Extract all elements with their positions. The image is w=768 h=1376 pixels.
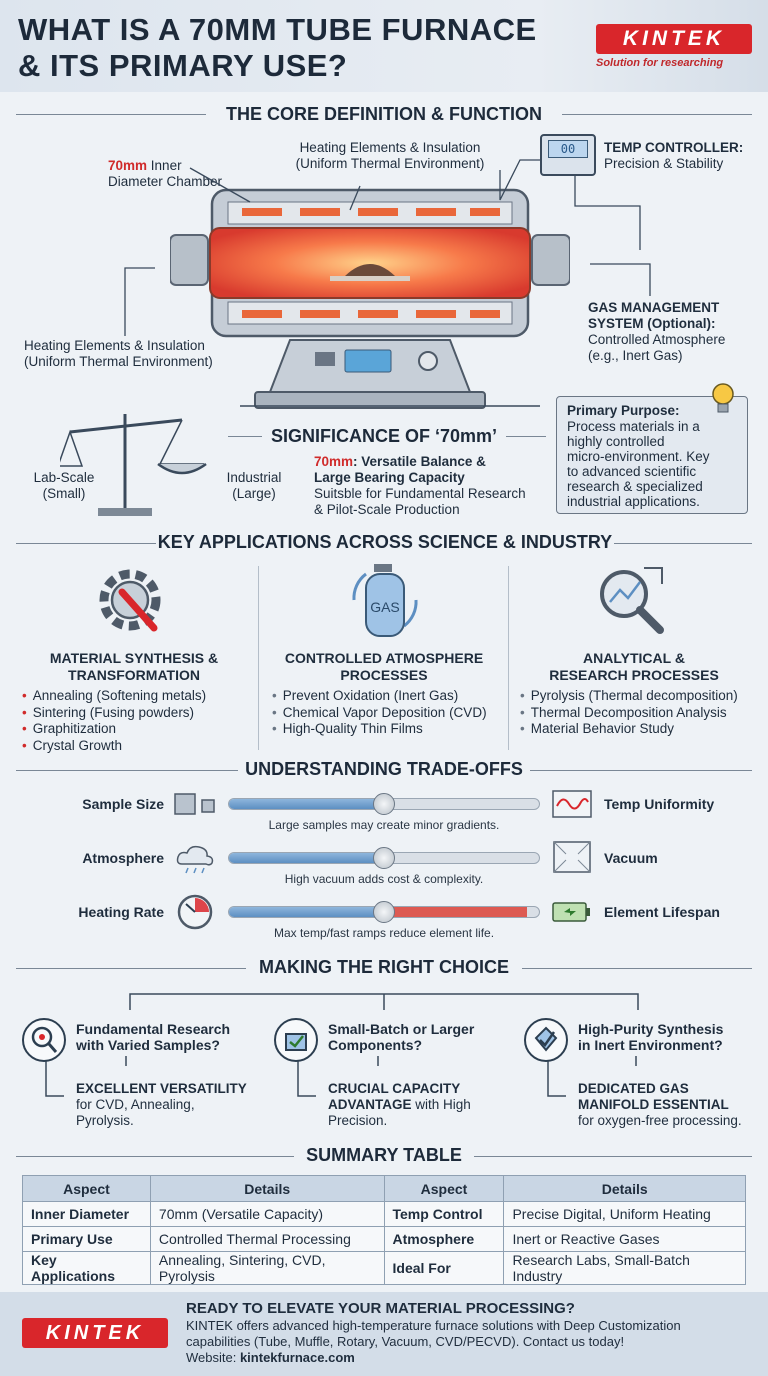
tradeoff-slider-fill [229, 907, 384, 917]
lightbulb-icon [706, 378, 740, 418]
vacuum-chamber-icon [552, 840, 592, 874]
tradeoff-right-label: Element Lifespan [604, 904, 720, 920]
tradeoff-slider-knob[interactable] [373, 901, 395, 923]
divider [16, 770, 238, 771]
divider [522, 968, 752, 969]
battery-icon [552, 900, 592, 924]
table-row: Primary Use Controlled Thermal Processing Atmosphere Inert or Reactive Gases [23, 1227, 746, 1252]
kintek-logo[interactable]: KINTEK [596, 24, 752, 54]
website-link[interactable]: kintekfurnace.com [239, 1350, 355, 1365]
choice-answer-2: CRUCIAL CAPACITY ADVANTAGE with High Precision. [328, 1081, 471, 1128]
list-item: • Annealing (Softening metals) [22, 688, 258, 705]
magnifier-chart-icon [594, 562, 674, 642]
list-item: • Pyrolysis (Thermal decomposition) [520, 688, 760, 705]
app-col2-title: CONTROLLED ATMOSPHERE PROCESSES [284, 650, 484, 683]
choice-answer-3: DEDICATED GAS MANIFOLD ESSENTIAL for oxygen-free processing. [578, 1081, 742, 1128]
section-heading-choice: MAKING THE RIGHT CHOICE [259, 957, 509, 977]
gauge-icon [176, 893, 214, 931]
column-divider [258, 566, 259, 750]
purity-check-icon [524, 1018, 568, 1062]
app-col3-title: ANALYTICAL & RESEARCH PROCESSES [549, 650, 719, 683]
divider [614, 543, 752, 544]
gas-cylinder-icon [344, 560, 426, 642]
connector-lines [0, 150, 768, 410]
chamber-label: 70mm Inner Diameter Chamber [108, 158, 223, 189]
table-header-row: Aspect Details Aspect Details [23, 1176, 746, 1202]
table-row: Key Applications Annealing, Sintering, CVD, Pyrolysis Ideal For Research Labs, Small-Batch Industry [23, 1252, 746, 1285]
list-item: • Material Behavior Study [520, 721, 760, 738]
tradeoff-slider-knob[interactable] [373, 793, 395, 815]
significance-text: 70mm: Versatile Balance & Large Bearing Capacity Suitsble for Fundamental Research & Pilot-Scale Production [314, 454, 526, 517]
lab-scale-label: Lab-Scale (Small) [33, 470, 95, 501]
list-item: • Thermal Decomposition Analysis [520, 705, 760, 722]
temp-wave-icon [552, 790, 592, 818]
choice-question-2: Small-Batch or Larger Components? [328, 1021, 475, 1053]
tradeoff-slider-fill [229, 799, 384, 809]
footer-text: READY TO ELEVATE YOUR MATERIAL PROCESSING? KINTEK offers advanced high-temperature furnace solutions with Deep Customization capabilities (Tube, Muffle, Rotary, Vacuum, CVD/PECVD). Contact us today! Website: kintekfurnace.com [186, 1300, 681, 1365]
primary-purpose-callout: Primary Purpose: Process materials in a highly controlled micro-environment. Key to advanced scientific research & specialized industrial applications. [556, 396, 748, 514]
batch-box-icon [274, 1018, 318, 1062]
divider [16, 1156, 294, 1157]
sample-size-icon [174, 792, 218, 816]
industrial-label: Industrial (Large) [226, 470, 282, 501]
app-col1-title: MATERIAL SYNTHESIS & TRANSFORMATION [49, 650, 219, 683]
section-heading-core: THE CORE DEFINITION & FUNCTION [226, 104, 542, 124]
choice-question-1: Fundamental Research with Varied Samples? [76, 1021, 231, 1053]
divider [474, 1156, 752, 1157]
section-heading-applications: KEY APPLICATIONS ACROSS SCIENCE & INDUSTRY [157, 532, 613, 552]
divider [16, 968, 246, 969]
app-col2-list [272, 688, 508, 738]
tradeoff-right-label: Temp Uniformity [604, 796, 715, 812]
app-col1-list [22, 688, 258, 754]
column-divider [508, 566, 509, 750]
summary-table [22, 1175, 746, 1285]
tradeoff-left-label: Sample Size [82, 796, 164, 812]
tradeoff-left-label: Atmosphere [82, 850, 164, 866]
tagline: Solution for researching [596, 57, 724, 69]
temp-controller-label: TEMP CONTROLLER: Precision & Stability [604, 140, 744, 171]
list-item: • Chemical Vapor Deposition (CVD) [272, 705, 508, 722]
list-item: • Sintering (Fusing powders) [22, 705, 258, 722]
page-title: WHAT IS A 70MM TUBE FURNACE & ITS PRIMARY USE? [18, 12, 537, 83]
heating-label-top: Heating Elements & Insulation (Uniform Thermal Environment) [295, 140, 485, 171]
section-heading-tradeoffs: UNDERSTANDING TRADE-OFFS [245, 759, 523, 779]
tradeoff-caption: Large samples may create minor gradients. [268, 818, 500, 832]
tradeoff-caption: High vacuum adds cost & complexity. [284, 872, 484, 886]
divider [228, 436, 262, 437]
research-magnifier-icon [22, 1018, 66, 1062]
section-heading-summary: SUMMARY TABLE [306, 1145, 462, 1165]
cloud-icon [174, 842, 218, 874]
list-item: • Prevent Oxidation (Inert Gas) [272, 688, 508, 705]
list-item: • Graphitization [22, 721, 258, 738]
tradeoff-right-label: Vacuum [604, 850, 658, 866]
temp-controller-icon: 00 [540, 134, 596, 176]
gas-system-label: GAS MANAGEMENT SYSTEM (Optional): Controlled Atmosphere (e.g., Inert Gas) [588, 300, 726, 363]
table-row: Inner Diameter 70mm (Versatile Capacity) Temp Control Precise Digital, Uniform Heating [23, 1202, 746, 1227]
tradeoff-left-label: Heating Rate [78, 904, 164, 920]
tradeoff-caption: Max temp/fast ramps reduce element life. [273, 926, 495, 940]
tradeoff-slider-knob[interactable] [373, 847, 395, 869]
choice-answer-1: EXCELLENT VERSATILITY for CVD, Annealing, Pyrolysis. [76, 1081, 247, 1128]
svg-text:GAS: GAS [370, 599, 400, 615]
heating-label-left: Heating Elements & Insulation (Uniform Thermal Environment) [24, 338, 213, 369]
section-heading-significance: SIGNIFICANCE OF ‘70mm’ [270, 426, 498, 446]
divider [562, 114, 752, 115]
gear-wrench-icon [96, 566, 172, 642]
divider [16, 543, 156, 544]
balance-scale-icon [60, 406, 210, 522]
tradeoff-slider-fill [229, 853, 384, 863]
list-item: • Crystal Growth [22, 738, 258, 755]
footer-kintek-logo[interactable]: KINTEK [22, 1318, 168, 1348]
divider [16, 114, 206, 115]
divider [530, 770, 752, 771]
app-col3-list [520, 688, 760, 738]
choice-question-3: High-Purity Synthesis in Inert Environment? [578, 1021, 724, 1053]
divider [506, 436, 546, 437]
list-item: • High-Quality Thin Films [272, 721, 508, 738]
